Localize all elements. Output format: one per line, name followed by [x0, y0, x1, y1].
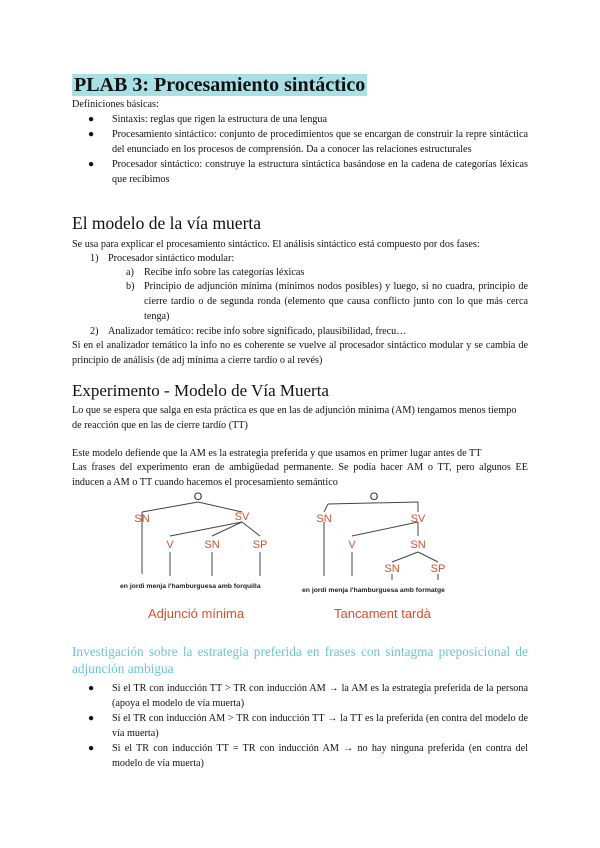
section2-paragraph-1: Lo que se espera que salga en esta práctica es que en las de adjunción mínima (AM) tengamos menos tiempo de reacción que en las de cierre tardío (TT)	[72, 405, 517, 431]
tree-node-sn: SN	[410, 539, 426, 551]
tree-node-sp: SP	[430, 563, 446, 575]
tree-node-sv: SV	[410, 513, 426, 525]
tree-edge	[242, 522, 260, 536]
list-item: 2) Analizador temático: recibe info sobre significado, plausibilidad, frecu…	[90, 326, 407, 337]
tree-adjuncio-minima	[120, 491, 267, 621]
section-heading-experimento: Experimento - Modelo de Vía Muerta	[72, 381, 329, 400]
syntax-trees-figure	[112, 490, 492, 630]
tree-edge	[170, 522, 242, 536]
section-heading-investigacion: Investigación sobre la estrategia preferida en frases con sintagma preposicional de adjunción ambigua	[72, 644, 528, 676]
tree-caption: Adjunció mínima	[148, 606, 245, 621]
tree-edge	[212, 522, 242, 536]
tree-edge	[324, 504, 328, 512]
tree-node-sn: SN	[204, 539, 220, 551]
tree-node-sn: SN	[384, 563, 400, 575]
tree-edge	[418, 552, 438, 562]
tree-sentence: en jordi menja l'hamburguesa amb formatge	[302, 587, 445, 594]
bullet-icon: ●	[88, 159, 95, 170]
tree-edge	[352, 522, 418, 536]
bullet-icon: ●	[88, 129, 95, 140]
definitions-list	[88, 112, 528, 187]
list-item: 1) Procesador sintáctico modular:	[90, 253, 235, 264]
tree-edge	[392, 552, 418, 562]
list-item: b) Principio de adjunción mínima (mínimos nodos posibles) y luego, si no cuadra, principio de cierre tardío o de segunda ronda (elemento que causa conflicto junto con lo que más cerca tenga)	[126, 281, 528, 322]
section1-closing: Si en el analizador temático la info no es coherente se vuelve al procesador sintáctico modular y se cambia de principio de análisis (de adj mínima a cierre tardío o al revés)	[72, 340, 528, 366]
tree-sentence: en jordi menja l'hamburguesa amb forquilla	[120, 583, 261, 590]
definitions-label: Definiciones básicas:	[72, 99, 159, 110]
tree-node-sv: SV	[234, 511, 250, 523]
list-item: ● Si el TR con inducción TT = TR con inducción AM → no hay ninguna preferida (en contra del modelo de vía muerta)	[88, 743, 528, 769]
bullet-icon: ●	[88, 114, 95, 125]
bullet-icon: ●	[88, 743, 95, 754]
list-item: ● Si el TR con inducción AM > TR con inducción TT → la TT es la preferida (en contra del modelo de vía muerta)	[88, 713, 528, 739]
section2-paragraph-2: Este modelo defiende que la AM es la estrategia preferida y que usamos en primer lugar antes de TT	[72, 448, 482, 459]
tree-node-sn: SN	[316, 513, 332, 525]
tree-caption: Tancament tardà	[334, 606, 431, 621]
list-item: ● Sintaxis: reglas que rigen la estructura de una lengua	[88, 114, 327, 125]
bullet-icon: ●	[88, 713, 95, 724]
tree-edge	[142, 502, 198, 512]
tree-node-sn: SN	[134, 513, 150, 525]
investigation-list	[88, 681, 528, 771]
tree-tancament-tarda	[302, 491, 445, 621]
bullet-icon: ●	[88, 683, 95, 694]
tree-node-v: V	[348, 539, 356, 551]
tree-node-sp: SP	[252, 539, 268, 551]
section1-intro: Se usa para explicar el procesamiento sintáctico. El análisis sintáctico está compuesto por dos fases:	[72, 239, 480, 250]
list-item: a) Recibe info sobre las categorías léxicas	[126, 267, 305, 278]
tree-node-o: O	[369, 491, 379, 503]
list-item: ● Si el TR con inducción TT > TR con inducción AM → la AM es la estrategia preferida de la persona (apoya el modelo de vía muerta)	[88, 683, 528, 709]
tree-node-o: O	[193, 491, 203, 503]
tree-node-v: V	[166, 539, 174, 551]
list-item: ● Procesamiento sintáctico: conjunto de procedimientos que se encargan de construir la repre sintáctica del enunciado en los procesos de comprensión. Da a conocer las relaciones estructurales	[88, 129, 528, 155]
list-item: ● Procesador sintáctico: construye la estructura sintáctica basándose en la cadena de categorías léxicas que recibimos	[88, 159, 528, 185]
page-title: PLAB 3: Procesamiento sintáctico	[74, 74, 366, 96]
section-heading-via-muerta: El modelo de la vía muerta	[72, 213, 262, 233]
section2-paragraph-3: Las frases del experimento eran de ambigüedad permanente. Se podía hacer AM o TT, pero algunos EE inducen a AM o TT cuando hacemos el procesamiento semántico	[72, 462, 528, 488]
